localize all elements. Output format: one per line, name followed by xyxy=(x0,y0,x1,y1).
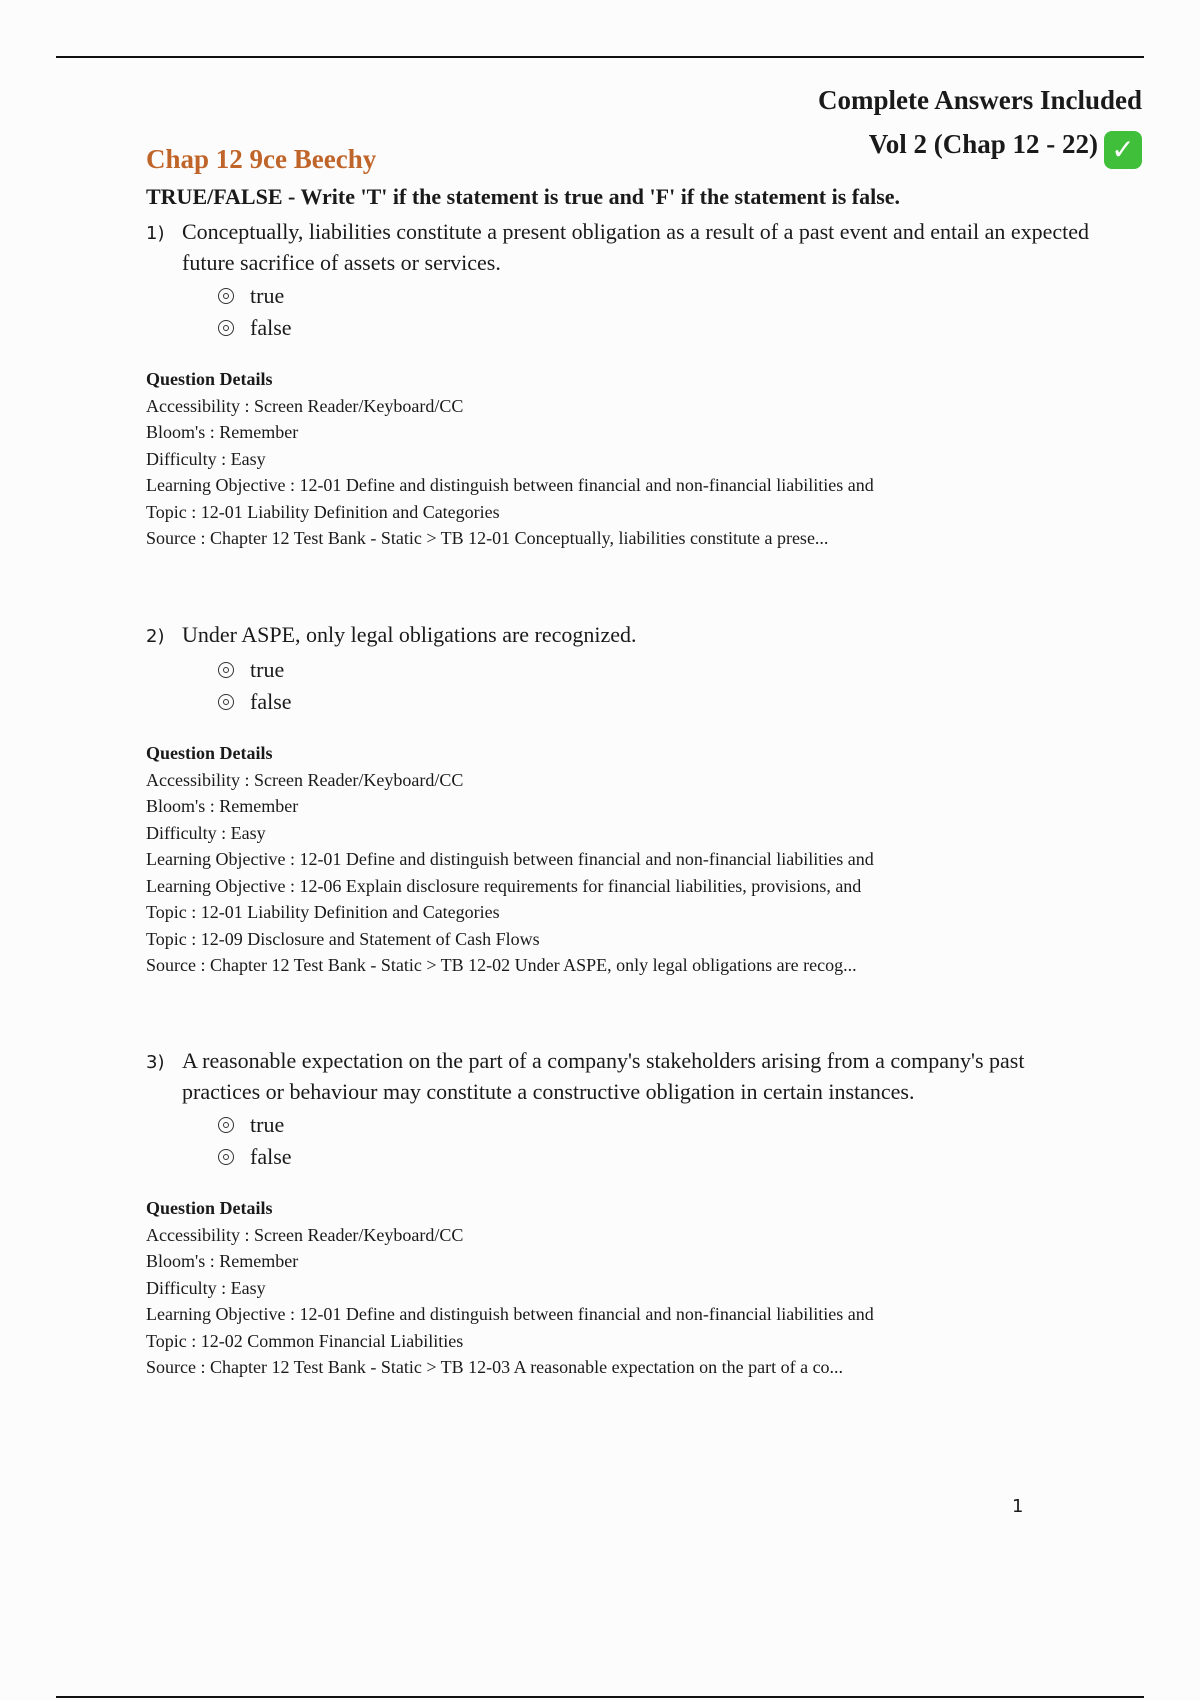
detail-line: Difficulty : Easy xyxy=(146,822,266,843)
option-true[interactable] xyxy=(218,280,1106,312)
chapter-title: Chap 12 9ce Beechy xyxy=(146,144,377,174)
option-label: false xyxy=(250,689,292,714)
radio-icon[interactable] xyxy=(218,1117,234,1133)
answer-options xyxy=(218,280,1106,344)
checkmark-icon: ✓ xyxy=(1104,131,1142,169)
option-false[interactable] xyxy=(218,1141,1106,1173)
option-label: false xyxy=(250,315,292,340)
detail-line: Learning Objective : 12-01 Define and distinguish between financial and non-financial liabilities and xyxy=(146,475,874,495)
question-number: 1) xyxy=(146,223,165,244)
option-false[interactable] xyxy=(218,312,1106,344)
detail-line: Learning Objective : 12-01 Define and distinguish between financial and non-financial liabilities and xyxy=(146,849,874,869)
detail-line: Bloom's : Remember xyxy=(146,422,299,442)
header-volume-text: Vol 2 (Chap 12 - 22) xyxy=(868,129,1098,159)
header-line-2 xyxy=(818,122,1142,169)
question-details xyxy=(146,366,1106,552)
detail-line: Bloom's : Remember xyxy=(146,796,299,816)
detail-line: Source : Chapter 12 Test Bank - Static > TB 12-03 A reasonable expectation on the part of a co... xyxy=(146,1357,844,1377)
radio-icon[interactable] xyxy=(218,1149,234,1165)
radio-icon[interactable] xyxy=(218,694,234,710)
question-3 xyxy=(146,1045,1106,1381)
option-true[interactable] xyxy=(218,1109,1106,1141)
top-rule xyxy=(56,56,1144,58)
question-number: 2) xyxy=(146,626,165,647)
detail-line: Topic : 12-01 Liability Definition and Categories xyxy=(146,902,500,922)
question-text: A reasonable expectation on the part of a company's stakeholders arising from a company's past practices or behaviour may constitute a constructive obligation in certain instances. xyxy=(182,1048,1025,1104)
details-heading: Question Details xyxy=(146,369,273,389)
option-label: false xyxy=(250,1144,292,1169)
question-number: 3) xyxy=(146,1052,165,1073)
option-true[interactable] xyxy=(218,654,1106,686)
detail-line: Difficulty : Easy xyxy=(146,448,266,469)
detail-line: Topic : 12-01 Liability Definition and Categories xyxy=(146,501,500,522)
header-line-1: Complete Answers Included xyxy=(817,85,1142,115)
details-heading: Question Details xyxy=(146,743,273,763)
document-header xyxy=(818,78,1142,169)
question-details xyxy=(146,1195,1106,1381)
detail-line: Accessibility : Screen Reader/Keyboard/CC xyxy=(146,395,464,416)
question-text: Under ASPE, only legal obligations are recognized. xyxy=(182,622,637,647)
question-1 xyxy=(146,216,1106,552)
detail-line: Learning Objective : 12-01 Define and distinguish between financial and non-financial liabilities and xyxy=(146,1304,874,1324)
detail-line: Source : Chapter 12 Test Bank - Static > TB 12-02 Under ASPE, only legal obligations are recog... xyxy=(146,955,857,975)
detail-line: Source : Chapter 12 Test Bank - Static > TB 12-01 Conceptually, liabilities constitute a prese... xyxy=(146,528,829,548)
instructions: TRUE/FALSE - Write 'T' if the statement is true and 'F' if the statement is false. xyxy=(146,184,901,209)
detail-line: Difficulty : Easy xyxy=(146,1277,266,1298)
details-heading: Question Details xyxy=(146,1198,273,1218)
detail-line: Topic : 12-02 Common Financial Liabilities xyxy=(146,1330,464,1351)
option-false[interactable] xyxy=(218,686,1106,718)
detail-line: Accessibility : Screen Reader/Keyboard/CC xyxy=(146,1224,464,1245)
radio-icon[interactable] xyxy=(218,288,234,304)
question-2 xyxy=(146,619,1106,979)
detail-line: Bloom's : Remember xyxy=(146,1251,299,1271)
question-text: Conceptually, liabilities constitute a present obligation as a result of a past event and entail an expected future sacrifice of assets or services. xyxy=(182,219,1090,275)
answer-options xyxy=(218,654,1106,718)
radio-icon[interactable] xyxy=(218,320,234,336)
option-label: true xyxy=(250,283,285,308)
detail-line: Learning Objective : 12-06 Explain disclosure requirements for financial liabilities, provisions, and xyxy=(146,875,862,896)
bottom-rule xyxy=(56,1696,1144,1698)
radio-icon[interactable] xyxy=(218,662,234,678)
detail-line: Accessibility : Screen Reader/Keyboard/CC xyxy=(146,769,464,790)
answer-options xyxy=(218,1109,1106,1173)
page-number: 1 xyxy=(1012,1496,1024,1517)
detail-line: Topic : 12-09 Disclosure and Statement of Cash Flows xyxy=(146,928,540,949)
option-label: true xyxy=(250,657,285,682)
option-label: true xyxy=(250,1112,285,1137)
question-details xyxy=(146,740,1106,979)
